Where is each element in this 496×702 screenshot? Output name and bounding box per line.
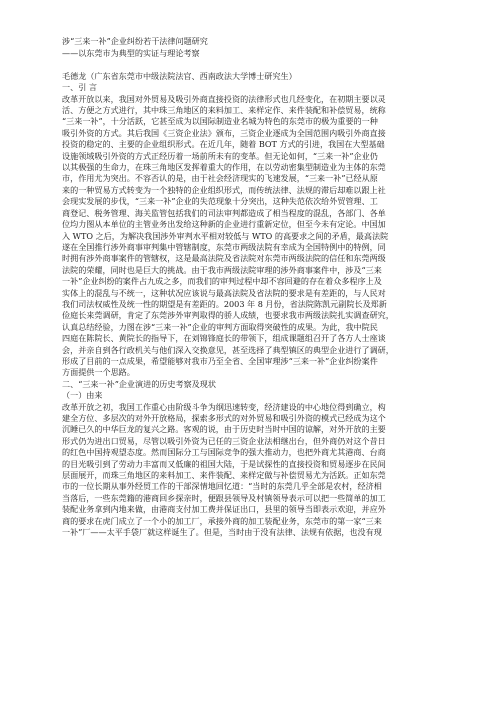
paragraph-line: 遂在全国推行涉外商事审判集中管辖制度，东莞市两级法院有幸成为全国特例中的特例，同	[62, 241, 386, 252]
paragraph-line: 市的一位长期从事外经贸工作的干部深情地回忆道：“当时的东莞几乎全部是农村，经济相	[62, 481, 382, 492]
paragraph-line: 四庭在陈院长、黄院长的指导下，在刘锦锋庭长的带领下，组成课题组召开了各方人士座谈	[62, 333, 386, 344]
paragraph-line: 一补”企业纠纷的案件占九成之多，而我们的审判过程中却不容回避的存在着众多程序上及	[62, 276, 382, 287]
paragraph-line: 我们司法权威性及统一性的期望是有差距的。2003 年 8 月份，省法院陈凯元副院长及郑新	[62, 298, 387, 309]
paragraph-line: 改革开放以来，我国对外贸易及吸引外商直接投资的法律形式也几经变化，在初期主要以灵	[62, 93, 386, 104]
section-heading-introduction: 一、引 言	[62, 82, 97, 93]
paragraph-line: 实体上的混乱与不统一，这种状况应该说与最高法院及省法院的要求是有差距的，与人民对	[62, 287, 386, 298]
paragraph-line: 入 WTO 之后，为解决我国涉外审判水平相对较低与 WTO 的高要求之间的矛盾，最高法院	[62, 230, 389, 241]
paragraph-line: 市，作用尤为突出。不容否认的是，由于社会经济现实的飞速发展，“三来一补”已经从原	[62, 173, 378, 184]
paragraph-line: 位均力图从本单位的主管业务出发给这种新的企业进行重新定位，但至今未有定论。中国加	[62, 219, 386, 230]
paragraph-line: 活、方便之方式进行，其中珠三角地区的来料加工、来样定作、来件装配和补偿贸易，统称	[62, 105, 386, 116]
paragraph-line: 以其极强的生命力，在珠三角地区发挥着重大的作用，在以劳动密集型制造业为主体的东莞	[62, 162, 386, 173]
paragraph-line: 商登记、税务管理、海关监管包括我们的司法审判都造成了相当程度的混乱，各部门、各单	[62, 207, 386, 218]
section-introduction-body	[62, 94, 450, 379]
paragraph-line: 认真总结经验，力图在涉“三来一补”企业的审判方面取得突破性的成果。为此，我中院民	[62, 321, 378, 332]
paragraph-line: 投资的稳定的、主要的企业组织形式。在近几年，随着 BOT 方式的引进，我国在大型基础	[62, 139, 385, 150]
paragraph-line: 时拥有涉外商事案件的管辖权，这是最高法院及省法院对东莞市两级法院的信任和东莞两级	[62, 253, 386, 264]
paragraph-line: 法院的荣耀，同时也是巨大的挑战。由于我市两级法院审理的涉外商事案件中，涉及“三来	[62, 264, 382, 275]
paragraph-line: 的目光吸引到了劳动力丰富而又低廉的祖国大陆，于是试探性的直接投资和贸易逐步在民间	[62, 458, 386, 469]
paragraph-line: 层面展开，而珠三角地区的来料加工、来件装配、来样定做与补偿贸易尤为活跃。正如东莞	[62, 470, 386, 481]
paragraph-line: 改革开放之初，我国工作重心由阶级斗争为纲迅速转变，经济建设的中心地位得到确立，构	[62, 401, 386, 412]
paragraph-line: 设施领域吸引外资的方式正经历着一场前所未有的变革。但无论如何，“三来一补”企业仍	[62, 150, 378, 161]
paragraph-line: 当落后，一些东莞籍的港商回乡探亲时，便跟县领导及村镇领导表示可以把一些简单的加工	[62, 492, 386, 503]
paragraph-line: 方面提供一个思路。	[62, 367, 135, 378]
paragraph-line: 商的要求在虎门成立了一个小的加工厂，承接外商的加工装配业务，东莞市的第一家“三来	[62, 515, 382, 526]
paragraph-line: 俭庭长来莞调研，肯定了东莞涉外审判取得的骄人成绩，也要求我市两级法院扎实调查研究，	[62, 310, 394, 321]
document-title: 涉“三来一补”企业纠纷若干法律问题研究	[62, 36, 208, 46]
paragraph-line: 会现实发展的步伐，“三来一补”企业的失范现象十分突出，这种失范依次给外贸管理、工	[62, 196, 378, 207]
paragraph-line: 的红色中国持观望态度。然而国际分工与国际竞争的强大推动力，也把外商尤其港商、台商	[62, 447, 386, 458]
paragraph-line: 形式仍为进出口贸易，尽管以吸引外资为已任的三资企业法相继出台，但外商仍对这个昔日	[62, 435, 386, 446]
paragraph-line: 来的一种贸易方式转变为一个独特的企业组织形式，而传统法律、法规的滞后却难以跟上社	[62, 184, 386, 195]
paragraph-line: “三来一补”，十分活跃，它甚至成为以国际制造业名城为特色的东莞市的极为重要的一种	[62, 116, 378, 127]
paragraph-line: 一补”厂——太平手袋厂就这样诞生了。但是，当时由于没有法律、法规有依据，也没有现	[62, 527, 382, 538]
paragraph-line: 沉睡已久的中华巨龙的复兴之路。客观的说，由于历史时当时中国的谅解，对外开放的主要	[62, 424, 386, 435]
document-subtitle: ——以东莞市为典型的实证与理论考察	[62, 48, 200, 59]
paragraph-line: 建全方位、多层次的对外开放格局，探索多形式的对外贸易和吸引外资的模式已经成为这个	[62, 413, 386, 423]
blank-line	[62, 60, 450, 71]
paragraph-line: 会，并亲自到各行政机关与他们深入交换意见，甚至选择了典型镇区的典型企业进行了调研，	[62, 344, 394, 355]
subsection-origin-body	[62, 402, 450, 539]
paragraph-line: 形成了目前的一点成果，希望能够对我市乃至全省、全国审理涉“三来一补”企业纠纷案件	[62, 355, 378, 366]
paragraph-line: 装配业务拿到内地来做，由港商支付加工费并保证出口，县里的领导当即表示欢迎，并应外	[62, 504, 386, 515]
author-line: 毛德龙（广东省东莞市中级法院法官、西南政法大学博士研究生）	[62, 70, 297, 81]
paragraph-line: 吸引外资的方式。其后我国《三资企业法》颁布，三资企业逐成为全国范围内吸引外商直接	[62, 127, 386, 138]
subsection-heading-origin: （一）由来	[62, 390, 103, 401]
section-heading-history: 二、“三来一补”企业演进的历史考察及现状	[62, 378, 216, 389]
